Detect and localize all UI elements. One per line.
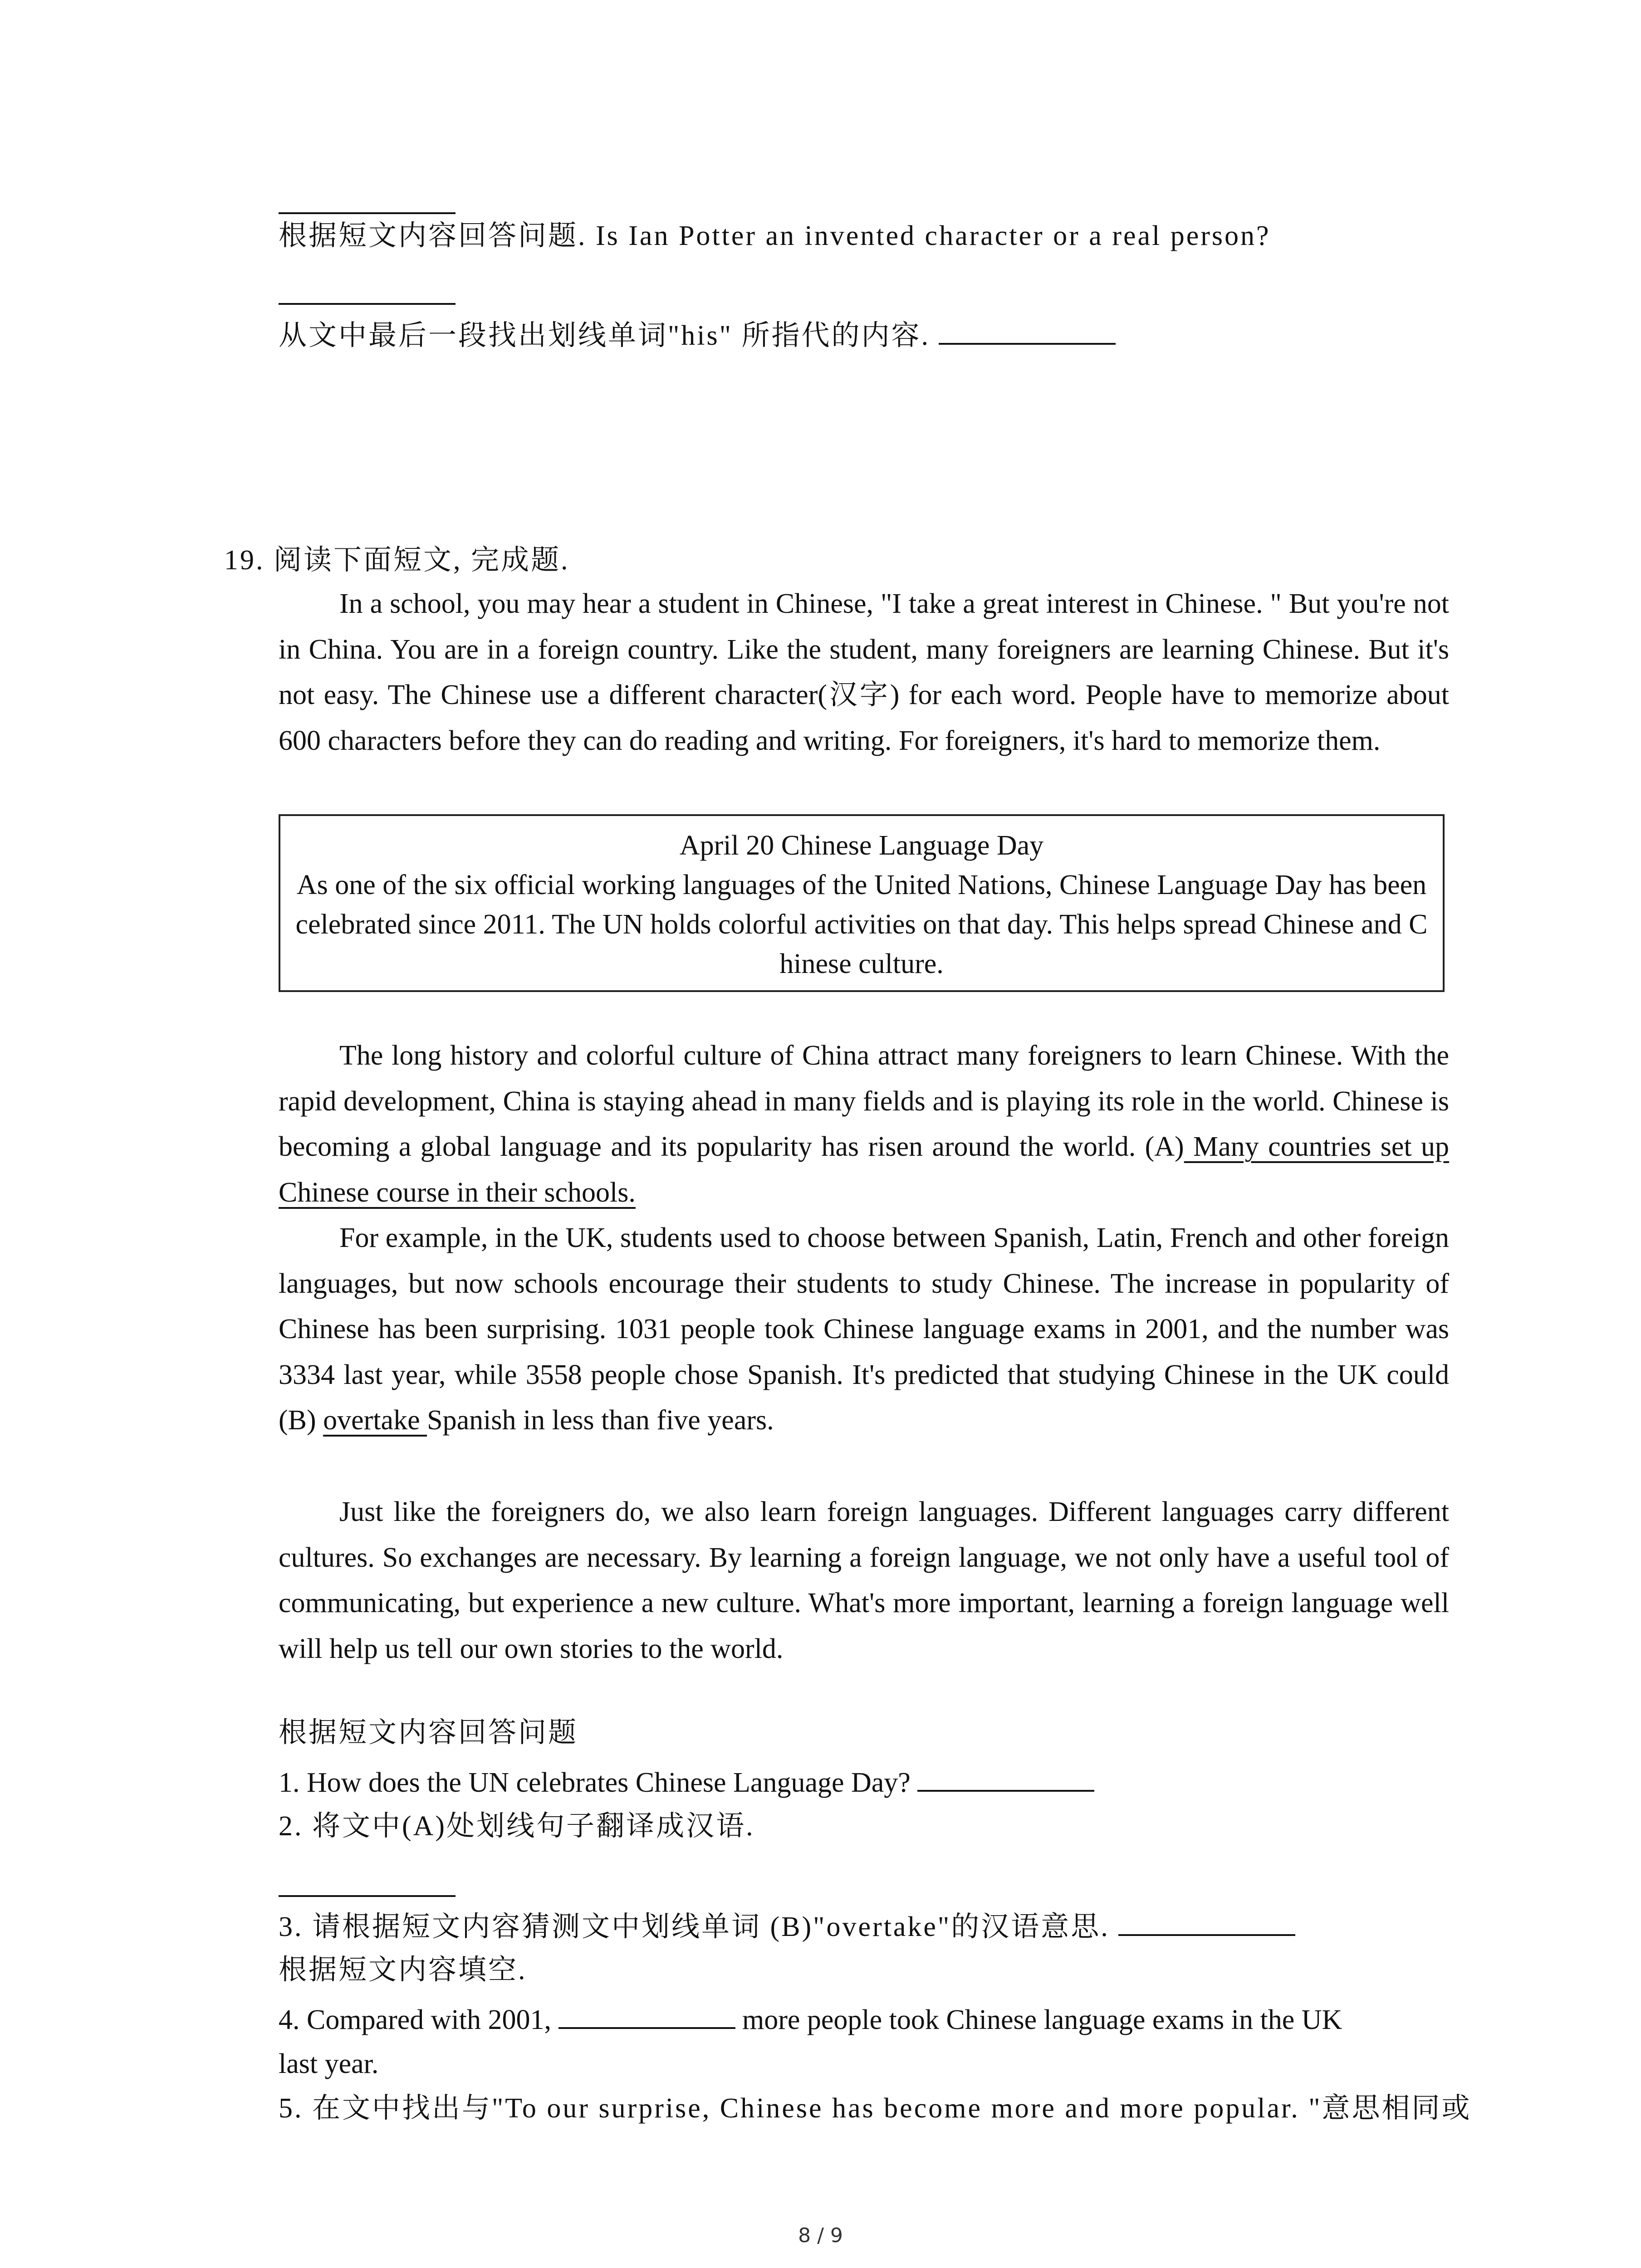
passage-paragraph-1 bbox=[279, 581, 1449, 763]
underlined-sentence-a: Many countries set up Chinese course in their schools. bbox=[279, 1131, 1450, 1208]
section-title-fill: 根据短文内容填空. bbox=[279, 1955, 527, 1985]
question-5: 5. 在文中找出与"To our surprise, Chinese has become more and more popular. "意思相同或 bbox=[279, 2093, 1472, 2124]
underlined-word-b: overtake bbox=[323, 1405, 427, 1436]
question-4-text-a: 4. Compared with 2001, bbox=[279, 2004, 551, 2035]
answer-blank[interactable] bbox=[558, 2000, 735, 2029]
question-3 bbox=[279, 1904, 1295, 1950]
page-number: 8 / 9 bbox=[798, 2224, 843, 2247]
marker-a: (A) bbox=[1145, 1131, 1184, 1162]
notice-box bbox=[279, 814, 1445, 992]
paragraph-2-text: The long history and colorful culture of China attract many foreigners to learn Chinese. With the rapid development, China is staying ahead in many fields and is playing its role in the world. Chinese is becoming a global language and its popularity has risen around the world. bbox=[279, 1040, 1449, 1162]
paragraph-4-text: Just like the foreigners do, we also learn foreign languages. Different languages carry different cultures. So exchanges are necessary. By learning a foreign language, we not only have a useful tool of communicating, but experience a new culture. What's more important, learning a foreign language well will help us tell our own stories to the world. bbox=[279, 1496, 1449, 1664]
paragraph-3-text-b: Spanish in less than five years. bbox=[427, 1405, 774, 1436]
question-1-text: 1. How does the UN celebrates Chinese Language Day? bbox=[279, 1767, 911, 1798]
notice-body: As one of the six official working languages of the United Nations, Chinese Language Day has been celebrated since 2011. The UN holds colorful activities on that day. This helps spread Chinese and Chinese culture. bbox=[295, 870, 1428, 979]
answer-blank[interactable] bbox=[917, 1763, 1094, 1792]
question-potter: 根据短文内容回答问题. Is Ian Potter an invented character or a real person? bbox=[279, 220, 1271, 251]
question-4 bbox=[279, 1997, 1342, 2043]
question-4-text-b: more people took Chinese language exams in the UK bbox=[742, 2004, 1342, 2035]
paragraph-3-text-a: For example, in the UK, students used to choose between Spanish, Latin, French and other foreign languages, but now schools encourage their students to study Chinese. The increase in popularity of Chinese has been surprising. 1031 people took Chinese language exams in 2001, and the number was 3334 last year, while 3558 people chose Spanish. It's predicted that studying Chinese in the UK could (B) bbox=[279, 1222, 1449, 1436]
answer-blank[interactable] bbox=[279, 303, 456, 305]
answer-blank[interactable] bbox=[1118, 1907, 1295, 1936]
question-4-continued: last year. bbox=[279, 2048, 379, 2079]
question-2: 2. 将文中(A)处划线句子翻译成汉语. bbox=[279, 1811, 755, 1842]
question-19-header bbox=[224, 538, 570, 583]
question-title: 阅读下面短文, 完成题. bbox=[274, 545, 570, 576]
passage-paragraph-3 bbox=[279, 1215, 1449, 1443]
section-title-answer: 根据短文内容回答问题 bbox=[279, 1717, 578, 1748]
question-his-text: 从文中最后一段找出划线单词"his" 所指代的内容. bbox=[279, 320, 930, 351]
question-number: 19. bbox=[224, 545, 265, 576]
answer-blank[interactable] bbox=[279, 1895, 456, 1897]
passage-paragraph-4 bbox=[279, 1489, 1449, 1672]
answer-blank[interactable] bbox=[939, 316, 1116, 345]
notice-title: April 20 Chinese Language Day bbox=[679, 830, 1044, 861]
passage-paragraph-2 bbox=[279, 1033, 1449, 1215]
question-1 bbox=[279, 1760, 1094, 1805]
paragraph-1-text: In a school, you may hear a student in Chinese, "I take a great interest in Chinese. " But you're not in China. You are in a foreign country. Like the student, many foreigners are learning Chinese. But it's not easy. The Chinese use a different character(汉字) for each word. People have to memorize about 600 characters before they can do reading and writing. For foreigners, it's hard to memorize them. bbox=[279, 588, 1449, 756]
question-his bbox=[279, 313, 1116, 358]
question-3-text: 3. 请根据短文内容猜测文中划线单词 (B)"overtake"的汉语意思. bbox=[279, 1911, 1110, 1942]
